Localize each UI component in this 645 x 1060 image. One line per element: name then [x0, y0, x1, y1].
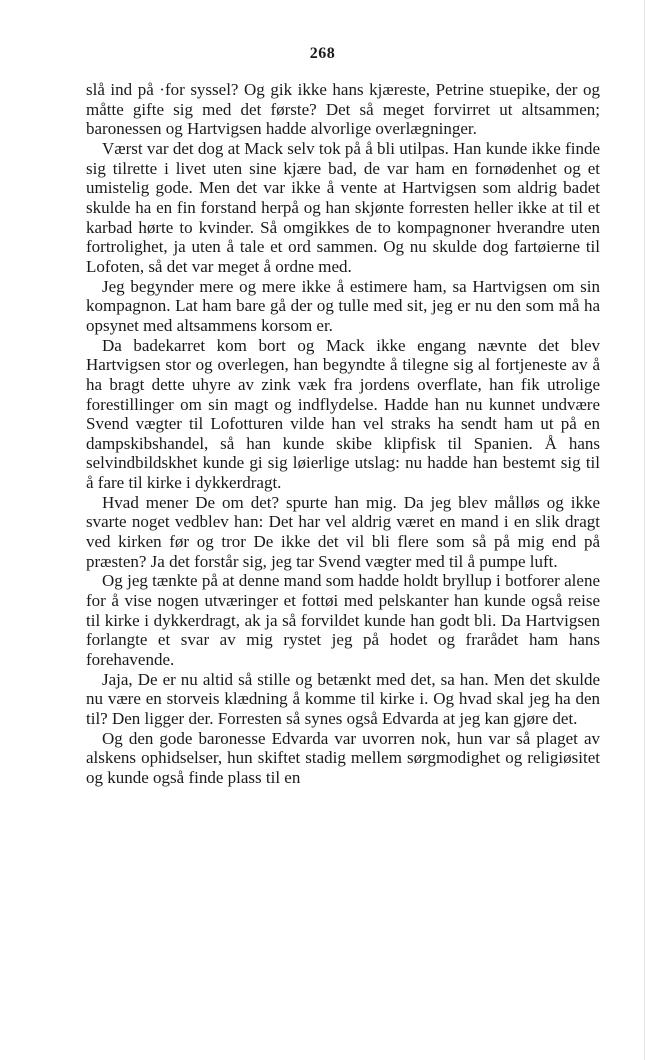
paragraph: Værst var det dog at Mack selv tok på å bli utilpas. Han kunde ikke finde sig tilrette i livet uten sine kjære bad, de var ham en fornødenhet og et umistelig gode. Men det var ikke å vente at Hartvigsen som aldrig badet skulde ha en fin forstand herpå og han skjønte forresten heller ikke at til et karbad hørte to kvinder. Så omgikkes de to kompagnoner hverandre uten fortrolighet, ja uten å tale et ord sammen. Og nu skulde dog fartøierne til Lofoten, så det var meget å ordne med. — [86, 138, 600, 276]
paragraph: Jeg begynder mere og mere ikke å estimere ham, sa Hartvigsen om sin kompagnon. Lat ham bare gå der og tulle med sit, jeg er nu den som må ha opsynet med altsammens korsom er. — [86, 276, 600, 335]
paragraph: slå ind på ·for syssel? Og gik ikke hans kjæreste, Petrine stuepike, der og måtte gifte sig med det første? Det så meget forvirret ut altsammen; baronessen og Hartvigsen hadde alvorlige overlægninger. — [86, 80, 600, 139]
body-text — [86, 80, 600, 788]
paragraph: Hvad mener De om det? spurte han mig. Da jeg blev målløs og ikke svarte noget vedblev han: Det har vel aldrig været en mand i en slik dragt ved kirken før og tror De ikke det vil bli flere som så på mig end på præsten? Ja det forstår sig, jeg tar Svend vægter med til å pumpe luft. — [86, 492, 600, 571]
paragraph: Og den gode baronesse Edvarda var uvorren nok, hun var så plaget av alskens ophidselser, hun skiftet stadig mellem sørgmodighet og religiøsitet og kunde også finde plass til en — [86, 728, 600, 787]
page-number: 268 — [309, 45, 336, 62]
paragraph: Jaja, De er nu altid så stille og betænkt med det, sa han. Men det skulde nu være en storveis klædning å komme til kirke i. Og hvad skal jeg ha den til? Den ligger der. Forresten så synes også Edvarda at jeg kan gjøre det. — [86, 669, 600, 728]
paragraph: Da badekarret kom bort og Mack ikke engang nævnte det blev Hartvigsen stor og overlegen, han begyndte å tilegne sig al fortjeneste av å ha bragt dette uhyre av zink væk fra jordens overflate, han fik utrolige forestillinger om sin magt og indflydelse. Hadde han nu kunnet undvære Svend vægter til Lofotturen vilde han vel straks ha sendt ham ut på en dampskibshandel, så han kunde skibe klipfisk til Spanien. Å hans selvindbildskhet kunde gi sig løierlige utslag: nu hadde han bestemt sig til å fare til kirke i dykkerdragt. — [86, 335, 600, 493]
paragraph: Og jeg tænkte på at denne mand som hadde holdt bryllup i botforer alene for å vise nogen utværinger et fottøi med pelskanter han kunde også reise til kirke i dykkerdragt, ak ja så forvildet kunde han godt bli. Da Hartvigsen forlangte et svar av mig rystet jeg på hodet og frarådet ham hans forehavende. — [86, 571, 600, 670]
